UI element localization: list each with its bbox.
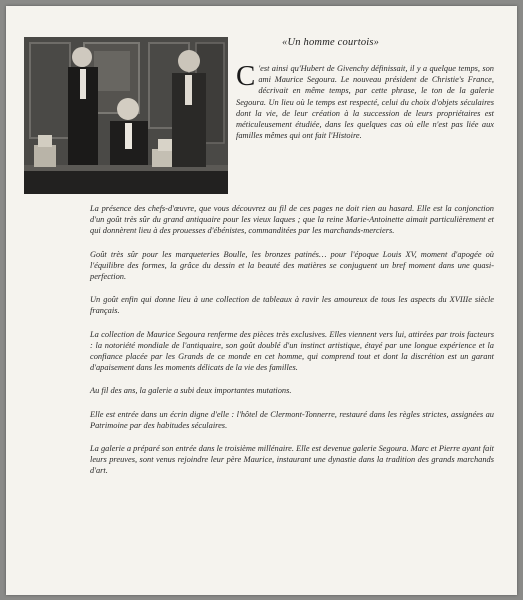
paragraph-6: Elle est entrée dans un écrin digne d'elle : l'hôtel de Clermont-Tonnerre, restauré dans les règles strictes, assignées au Patrimoine par des habitudes séculaires. bbox=[90, 409, 494, 430]
paragraph-7: La galerie a préparé son entrée dans le troisième millénaire. Elle est devenue galerie Segoura. Marc et Pierre ayant fait leurs preuves, sont venus rejoindre leur père Maurice, instaurant une dynastie dans la tradition des grands marchands d'art. bbox=[90, 444, 494, 476]
drop-cap: C bbox=[236, 60, 256, 92]
section-heading: «Un homme courtois» bbox=[282, 37, 380, 48]
body-text bbox=[90, 203, 494, 489]
portrait-illustration bbox=[24, 37, 228, 194]
paragraph-3: Un goût enfin qui donne lieu à une collection de tableaux à ravir les amoureux de tous les aspects du XVIIIe siècle français. bbox=[90, 295, 494, 316]
paragraph-2: Goût très sûr pour les marqueteries Boulle, les bronzes patinés… pour l'époque Louis XV, moment d'apogée où l'équilibre des formes, la grâce du dessin et la beauté des matières se conjuguent un bref moment dans une quasi-perfection. bbox=[90, 249, 494, 282]
black-and-white-photo bbox=[24, 37, 228, 194]
paragraph-4: La collection de Maurice Segoura renferme des pièces très exclusives. Elles viennent vers lui, attirées par trois facteurs : la notoriété mondiale de l'antiquaire, son goût doublé d'un instinct artistique, étayé par une longue expérience et la confiance placée par les Grands de ce monde en cet homme, qui comprend tout et dont la discrétion est un garant d'apaisement dans les moments délicats de la vie des familles. bbox=[90, 329, 494, 373]
book-page bbox=[6, 6, 517, 595]
paragraph-1: La présence des chefs-d'œuvre, que vous découvrez au fil de ces pages ne doit rien au hasard. Elle est la conjonction d'un goût très sûr du grand antiquaire pour les vieux laques ; que la reine Marie-Antoinette aimait particulièrement et qui donnèrent lieu à des prouesses d'ébénistes, commanditées par les marchands-merciers. bbox=[90, 204, 494, 236]
paragraph-5: Au fil des ans, la galerie a subi deux importantes mutations. bbox=[90, 386, 292, 396]
intro-paragraph bbox=[236, 60, 494, 141]
intro-text: 'est ainsi qu'Hubert de Givenchy définissait, il y a quelque temps, son ami Maurice Segoura. Le nouveau président de Christie's France, décrivait en même temps, par cette phrase, le ton de la galerie Segoura. Un lieu où le temps est respecté, celui du choix d'objets séculaires dont la vie, de leur création à la succession de leurs propriétaires est méticuleusement étudiée, dans les quelques cas où elle n'est pas liée aux familles mêmes qui ont fait l'Histoire. bbox=[236, 64, 494, 141]
